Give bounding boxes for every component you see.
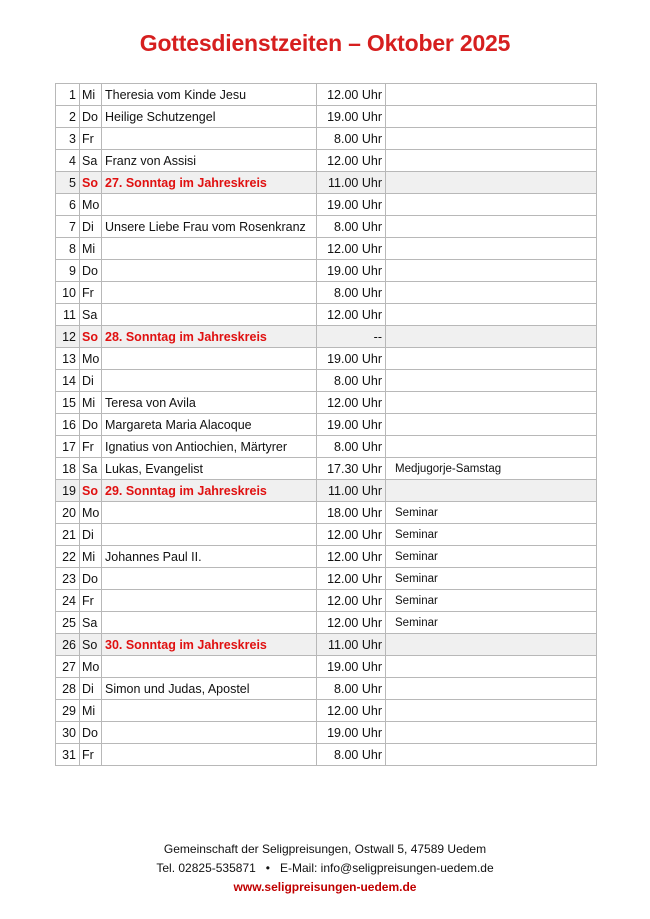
weekday: Fr (80, 590, 102, 612)
feast-name (102, 194, 317, 216)
feast-name: 28. Sonntag im Jahreskreis (102, 326, 317, 348)
table-row (56, 722, 597, 744)
feast-name: Ignatius von Antiochien, Märtyrer (102, 436, 317, 458)
weekday: Fr (80, 744, 102, 766)
feast-name (102, 238, 317, 260)
feast-name (102, 700, 317, 722)
note: Seminar (386, 524, 597, 546)
feast-name: Lukas, Evangelist (102, 458, 317, 480)
table-row (56, 216, 597, 238)
table-row (56, 414, 597, 436)
day-number: 10 (56, 282, 80, 304)
note: Seminar (386, 568, 597, 590)
feast-name (102, 304, 317, 326)
table-row (56, 172, 597, 194)
table-row (56, 700, 597, 722)
note (386, 700, 597, 722)
day-number: 16 (56, 414, 80, 436)
day-number: 17 (56, 436, 80, 458)
service-time: 12.00 Uhr (317, 238, 386, 260)
service-time: 8.00 Uhr (317, 678, 386, 700)
feast-name (102, 568, 317, 590)
service-time: 12.00 Uhr (317, 700, 386, 722)
service-time: 12.00 Uhr (317, 392, 386, 414)
service-time: 19.00 Uhr (317, 106, 386, 128)
service-time: 12.00 Uhr (317, 150, 386, 172)
note (386, 634, 597, 656)
day-number: 13 (56, 348, 80, 370)
day-number: 12 (56, 326, 80, 348)
day-number: 29 (56, 700, 80, 722)
service-time: 11.00 Uhr (317, 480, 386, 502)
note (386, 150, 597, 172)
day-number: 26 (56, 634, 80, 656)
weekday: Sa (80, 612, 102, 634)
service-time: 8.00 Uhr (317, 436, 386, 458)
day-number: 11 (56, 304, 80, 326)
note (386, 172, 597, 194)
weekday: So (80, 172, 102, 194)
note (386, 84, 597, 106)
weekday: Do (80, 106, 102, 128)
day-number: 7 (56, 216, 80, 238)
table-row (56, 194, 597, 216)
weekday: Mo (80, 194, 102, 216)
table-row (56, 546, 597, 568)
note (386, 238, 597, 260)
weekday: Mi (80, 392, 102, 414)
service-time: 8.00 Uhr (317, 744, 386, 766)
feast-name: Franz von Assisi (102, 150, 317, 172)
table-row (56, 106, 597, 128)
weekday: Fr (80, 282, 102, 304)
service-time: 19.00 Uhr (317, 722, 386, 744)
day-number: 2 (56, 106, 80, 128)
feast-name: 30. Sonntag im Jahreskreis (102, 634, 317, 656)
day-number: 30 (56, 722, 80, 744)
service-time: 19.00 Uhr (317, 414, 386, 436)
feast-name (102, 260, 317, 282)
feast-name (102, 370, 317, 392)
service-time: 12.00 Uhr (317, 568, 386, 590)
table-row (56, 238, 597, 260)
feast-name (102, 282, 317, 304)
weekday: So (80, 634, 102, 656)
day-number: 18 (56, 458, 80, 480)
note (386, 348, 597, 370)
note: Seminar (386, 546, 597, 568)
note (386, 744, 597, 766)
note: Seminar (386, 612, 597, 634)
day-number: 19 (56, 480, 80, 502)
day-number: 20 (56, 502, 80, 524)
table-row (56, 150, 597, 172)
table-row (56, 348, 597, 370)
table-row (56, 326, 597, 348)
day-number: 21 (56, 524, 80, 546)
table-row (56, 678, 597, 700)
service-time: 12.00 Uhr (317, 84, 386, 106)
weekday: Mi (80, 700, 102, 722)
weekday: So (80, 326, 102, 348)
table-row (56, 370, 597, 392)
table-row (56, 568, 597, 590)
note (386, 722, 597, 744)
feast-name: Teresa von Avila (102, 392, 317, 414)
schedule-table (55, 83, 597, 766)
day-number: 27 (56, 656, 80, 678)
service-time: 11.00 Uhr (317, 634, 386, 656)
weekday: Mo (80, 348, 102, 370)
note (386, 260, 597, 282)
day-number: 31 (56, 744, 80, 766)
weekday: Mi (80, 84, 102, 106)
service-time: 12.00 Uhr (317, 304, 386, 326)
weekday: Fr (80, 436, 102, 458)
table-row (56, 480, 597, 502)
feast-name (102, 502, 317, 524)
note (386, 128, 597, 150)
feast-name (102, 348, 317, 370)
weekday: Do (80, 722, 102, 744)
weekday: Do (80, 414, 102, 436)
day-number: 14 (56, 370, 80, 392)
service-time: -- (317, 326, 386, 348)
note (386, 678, 597, 700)
note: Seminar (386, 502, 597, 524)
feast-name: Theresia vom Kinde Jesu (102, 84, 317, 106)
feast-name (102, 612, 317, 634)
weekday: Do (80, 260, 102, 282)
service-time: 12.00 Uhr (317, 546, 386, 568)
day-number: 23 (56, 568, 80, 590)
note: Seminar (386, 590, 597, 612)
table-row (56, 128, 597, 150)
feast-name (102, 128, 317, 150)
weekday: Sa (80, 304, 102, 326)
table-row (56, 590, 597, 612)
weekday: Do (80, 568, 102, 590)
note (386, 414, 597, 436)
table-row (56, 502, 597, 524)
table-row (56, 634, 597, 656)
feast-name (102, 656, 317, 678)
note (386, 216, 597, 238)
note (386, 370, 597, 392)
service-time: 18.00 Uhr (317, 502, 386, 524)
weekday: Sa (80, 458, 102, 480)
footer-website-link[interactable]: www.seligpreisungen-uedem.de (233, 880, 417, 894)
weekday: Di (80, 524, 102, 546)
weekday: Mo (80, 656, 102, 678)
table-row (56, 524, 597, 546)
feast-name: 29. Sonntag im Jahreskreis (102, 480, 317, 502)
table-row (56, 304, 597, 326)
feast-name: Simon und Judas, Apostel (102, 678, 317, 700)
feast-name (102, 524, 317, 546)
feast-name (102, 590, 317, 612)
feast-name: Margareta Maria Alacoque (102, 414, 317, 436)
weekday: Mi (80, 546, 102, 568)
footer-contact: Tel. 02825-535871 • E-Mail: info@seligpreisungen-uedem.de (156, 861, 494, 875)
weekday: Di (80, 216, 102, 238)
feast-name: 27. Sonntag im Jahreskreis (102, 172, 317, 194)
day-number: 3 (56, 128, 80, 150)
page-title: Gottesdienstzeiten – Oktober 2025 (139, 30, 511, 56)
note (386, 106, 597, 128)
service-time: 8.00 Uhr (317, 282, 386, 304)
service-time: 12.00 Uhr (317, 612, 386, 634)
service-time: 8.00 Uhr (317, 216, 386, 238)
service-time: 19.00 Uhr (317, 348, 386, 370)
feast-name: Unsere Liebe Frau vom Rosenkranz (102, 216, 317, 238)
service-time: 19.00 Uhr (317, 260, 386, 282)
day-number: 28 (56, 678, 80, 700)
table-row (56, 282, 597, 304)
table-row (56, 612, 597, 634)
day-number: 5 (56, 172, 80, 194)
feast-name: Johannes Paul II. (102, 546, 317, 568)
weekday: Di (80, 370, 102, 392)
weekday: Fr (80, 128, 102, 150)
service-time: 12.00 Uhr (317, 524, 386, 546)
table-row (56, 656, 597, 678)
day-number: 15 (56, 392, 80, 414)
service-time: 17.30 Uhr (317, 458, 386, 480)
service-time: 11.00 Uhr (317, 172, 386, 194)
note (386, 480, 597, 502)
note (386, 194, 597, 216)
weekday: So (80, 480, 102, 502)
table-row (56, 744, 597, 766)
note (386, 392, 597, 414)
table-row (56, 260, 597, 282)
day-number: 1 (56, 84, 80, 106)
day-number: 4 (56, 150, 80, 172)
day-number: 9 (56, 260, 80, 282)
note (386, 436, 597, 458)
feast-name (102, 722, 317, 744)
note: Medjugorje-Samstag (386, 458, 597, 480)
table-row (56, 436, 597, 458)
day-number: 25 (56, 612, 80, 634)
day-number: 8 (56, 238, 80, 260)
weekday: Di (80, 678, 102, 700)
table-row (56, 84, 597, 106)
footer-address: Gemeinschaft der Seligpreisungen, Ostwall 5, 47589 Uedem (163, 842, 487, 856)
table-row (56, 458, 597, 480)
service-time: 19.00 Uhr (317, 194, 386, 216)
note (386, 304, 597, 326)
day-number: 24 (56, 590, 80, 612)
service-time: 8.00 Uhr (317, 370, 386, 392)
service-time: 19.00 Uhr (317, 656, 386, 678)
day-number: 6 (56, 194, 80, 216)
table-row (56, 392, 597, 414)
note (386, 282, 597, 304)
weekday: Mo (80, 502, 102, 524)
service-time: 12.00 Uhr (317, 590, 386, 612)
note (386, 326, 597, 348)
feast-name (102, 744, 317, 766)
weekday: Mi (80, 238, 102, 260)
feast-name: Heilige Schutzengel (102, 106, 317, 128)
note (386, 656, 597, 678)
day-number: 22 (56, 546, 80, 568)
weekday: Sa (80, 150, 102, 172)
service-time: 8.00 Uhr (317, 128, 386, 150)
